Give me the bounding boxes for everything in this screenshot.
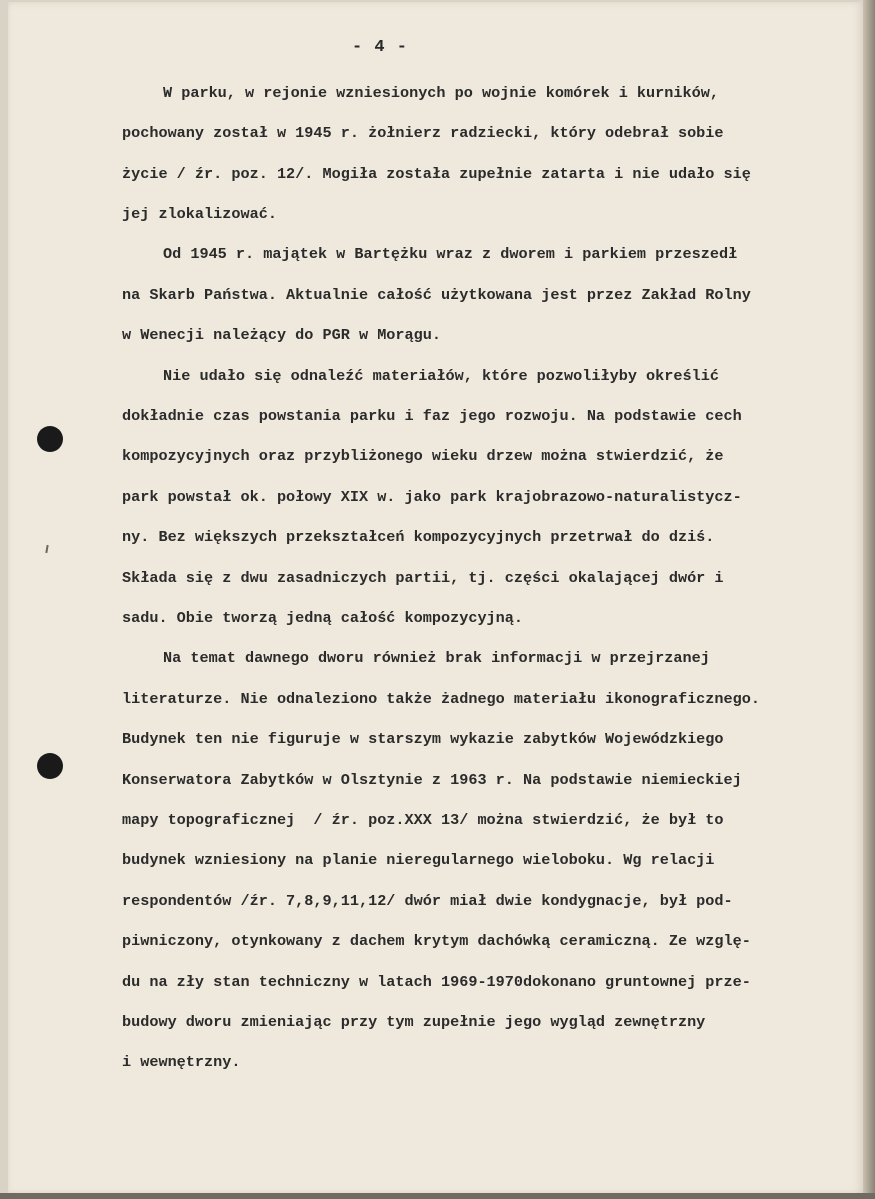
text-line: na Skarb Państwa. Aktualnie całość użytkowana jest przez Zakład Rolny bbox=[122, 286, 751, 304]
text-line: du na zły stan techniczny w latach 1969-1970dokonano gruntownej prze- bbox=[122, 973, 751, 991]
text-line: w Wenecji należący do PGR w Morągu. bbox=[122, 326, 441, 344]
page-number: - 4 - bbox=[351, 38, 408, 57]
text-line: Budynek ten nie figuruje w starszym wykazie zabytków Wojewódzkiego bbox=[122, 730, 724, 748]
text-line: Na temat dawnego dworu również brak informacji w przejrzanej bbox=[163, 649, 710, 667]
text-line: Składa się z dwu zasadniczych partii, tj. części okalającej dwór i bbox=[122, 569, 724, 587]
text-line: sadu. Obie tworzą jedną całość kompozycyjną. bbox=[122, 609, 524, 627]
punch-hole-bottom bbox=[37, 753, 63, 779]
page-edge-shadow bbox=[863, 0, 875, 1199]
text-line: W parku, w rejonie wzniesionych po wojnie komórek i kurników, bbox=[163, 84, 719, 102]
text-line: respondentów /źr. 7,8,9,11,12/ dwór miał dwie kondygnacje, był pod- bbox=[122, 892, 733, 910]
text-line: kompozycyjnych oraz przybliżonego wieku drzew można stwierdzić, że bbox=[122, 447, 724, 465]
text-line: pochowany został w 1945 r. żołnierz radziecki, który odebrał sobie bbox=[122, 124, 724, 142]
punch-hole-top bbox=[37, 426, 63, 452]
text-line: budynek wzniesiony na planie nieregularnego wieloboku. Wg relacji bbox=[122, 851, 715, 869]
text-line: jej zlokalizować. bbox=[122, 205, 277, 223]
text-line: życie / źr. poz. 12/. Mogiła została zupełnie zatarta i nie udało się bbox=[122, 165, 751, 183]
text-line: Od 1945 r. majątek w Bartężku wraz z dworem i parkiem przeszedł bbox=[163, 245, 738, 263]
text-line: i wewnętrzny. bbox=[122, 1053, 241, 1071]
text-line: piwniczony, otynkowany z dachem krytym dachówką ceramiczną. Ze wzglę- bbox=[122, 932, 751, 950]
text-line: ny. Bez większych przekształceń kompozycyjnych przetrwał do dziś. bbox=[122, 528, 715, 546]
text-line: literaturze. Nie odnaleziono także żadnego materiału ikonograficznego. bbox=[122, 690, 760, 708]
text-line: Konserwatora Zabytków w Olsztynie z 1963 r. Na podstawie niemieckiej bbox=[122, 771, 742, 789]
text-line: dokładnie czas powstania parku i faz jego rozwoju. Na podstawie cech bbox=[122, 407, 742, 425]
text-line: budowy dworu zmieniając przy tym zupełnie jego wygląd zewnętrzny bbox=[122, 1013, 706, 1031]
text-line: Nie udało się odnaleźć materiałów, które pozwoliłyby określić bbox=[163, 367, 719, 385]
page-bottom-edge bbox=[0, 1193, 875, 1199]
text-line: park powstał ok. połowy XIX w. jako park krajobrazowo-naturalistycz- bbox=[122, 488, 742, 506]
text-line: mapy topograficznej / źr. poz.XXX 13/ można stwierdzić, że był to bbox=[122, 811, 724, 829]
